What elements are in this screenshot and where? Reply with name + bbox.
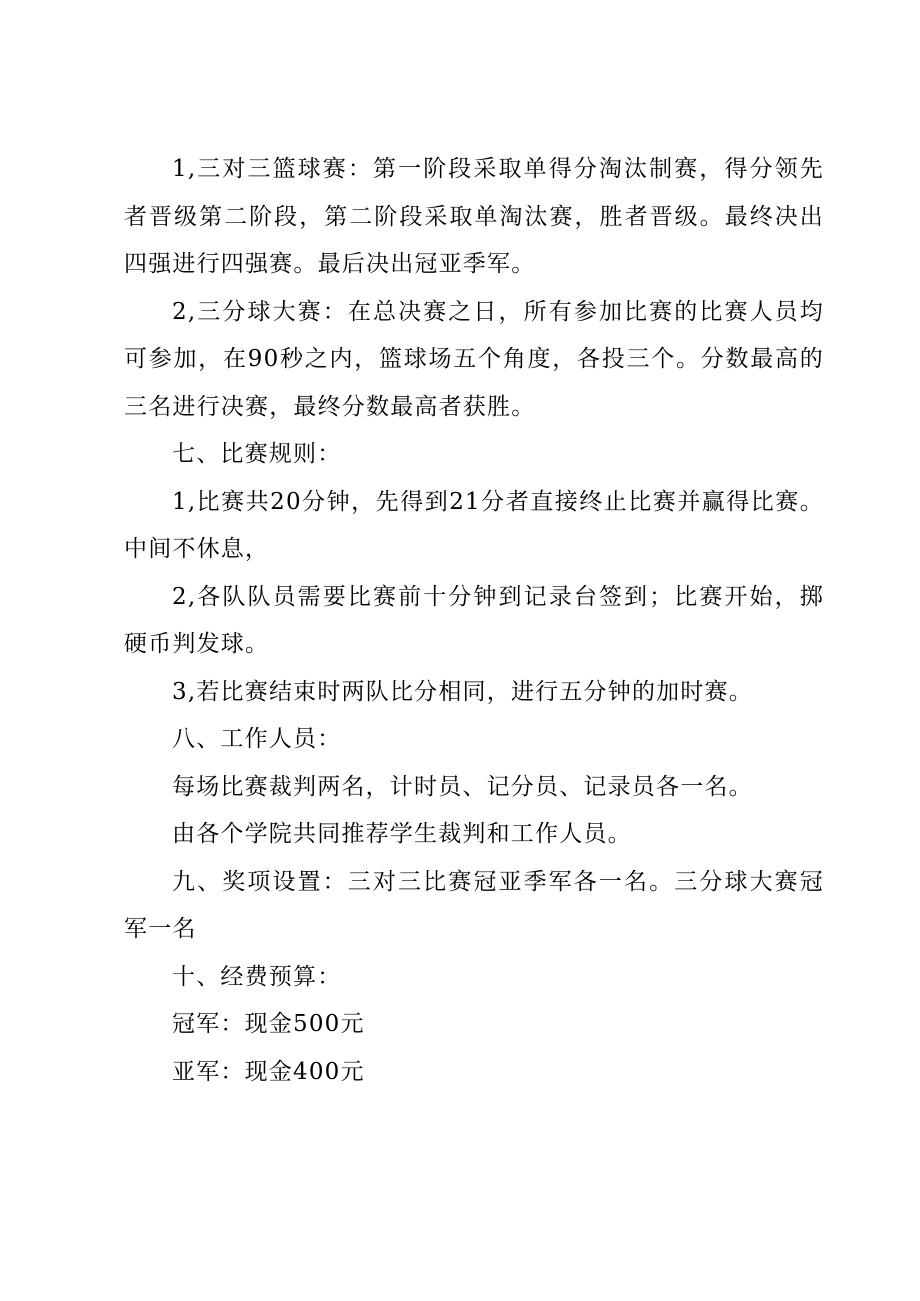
- paragraph-staff-per-game: 每场比赛裁判两名，计时员、记分员、记录员各一名。: [172, 773, 753, 800]
- paragraph-rule-duration: 1,比赛共20分钟，先得到21分者直接终止比赛并赢得比赛。中间不休息，: [124, 488, 824, 562]
- heading-staff: 八、工作人员：: [172, 726, 342, 752]
- heading-competition-rules: 七、比赛规则：: [172, 441, 342, 467]
- budget-runner-up: 亚军：现金400元: [172, 1058, 365, 1085]
- paragraph-awards: 九、奖项设置：三对三比赛冠亚季军各一名。三分球大赛冠军一名: [124, 868, 824, 942]
- budget-champion: 冠军：现金500元: [172, 1011, 365, 1037]
- paragraph-rule-overtime: 3,若比赛结束时两队比分相同，进行五分钟的加时赛。: [172, 678, 753, 705]
- paragraph-3v3-format: 1,三对三篮球赛：第一阶段采取单得分淘汰制赛，得分领先者晋级第二阶段，第二阶段采取单淘汰赛，胜者晋级。最终决出四强进行四强赛。最后决出冠亚季军。: [124, 156, 824, 277]
- heading-budget: 十、经费预算：: [172, 963, 342, 990]
- paragraph-three-point-contest: 2,三分球大赛：在总决赛之日，所有参加比赛的比赛人员均可参加，在90秒之内，篮球场五个角度，各投三个。分数最高的三名进行决赛，最终分数最高者获胜。: [124, 298, 824, 420]
- paragraph-staff-recommendation: 由各个学院共同推荐学生裁判和工作人员。: [172, 821, 632, 847]
- document-page: [124, 146, 824, 1096]
- paragraph-rule-check-in: 2,各队队员需要比赛前十分钟到记录台签到；比赛开始，掷硬币判发球。: [124, 583, 824, 657]
